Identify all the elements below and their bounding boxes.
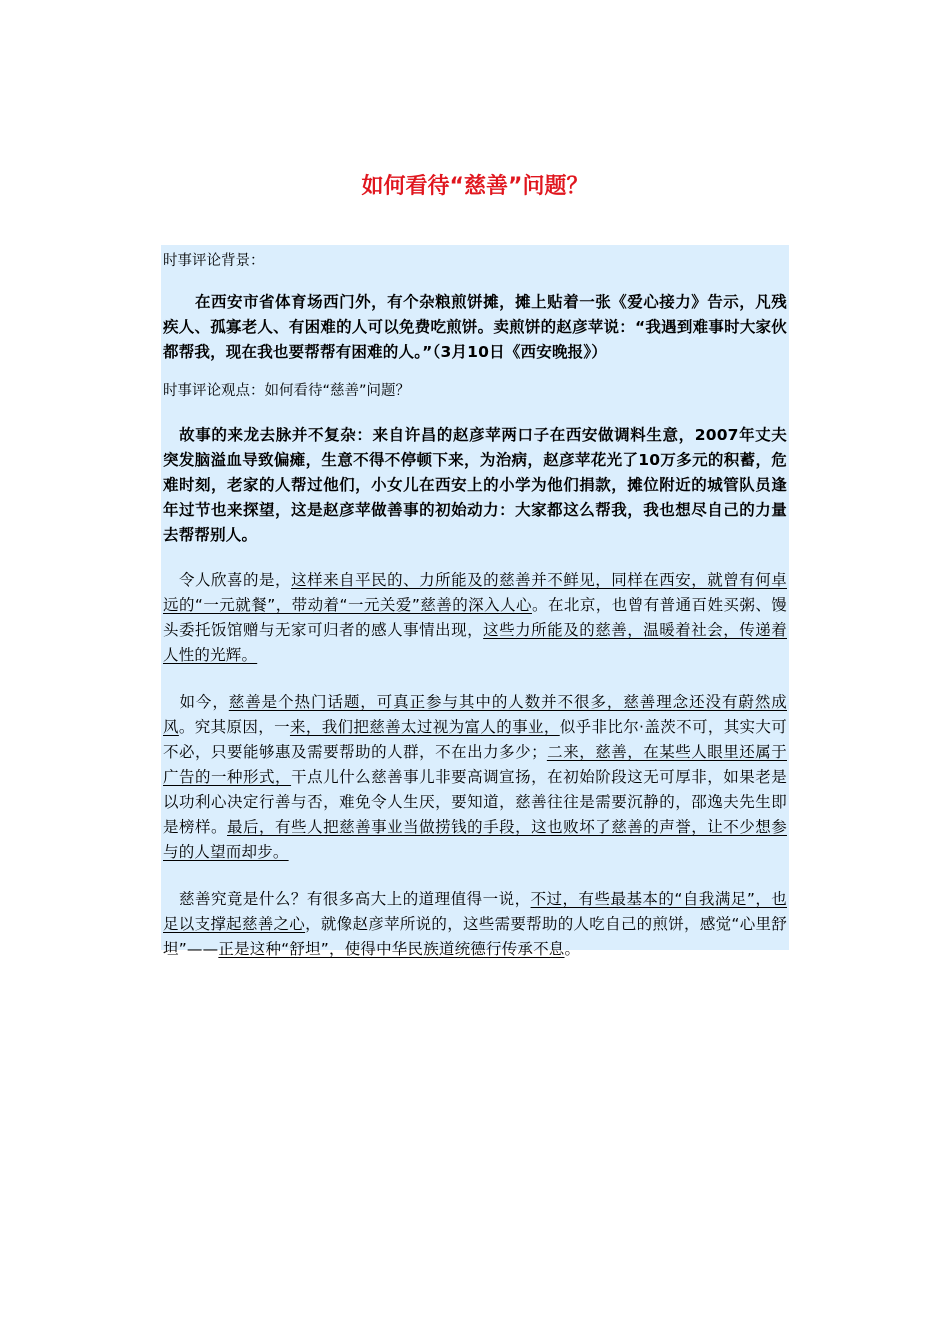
p3-text-e: 似乎非比尔·盖茨不可，其实大可不必，只要能够惠及需要帮助的人群，不在出力多少； — [163, 718, 787, 761]
p2-underlined-d: 这些力所能及的慈善，温暖着社会，传递着人性的光辉。 — [163, 621, 787, 664]
paragraph-reasons — [163, 690, 787, 865]
p3-text-c: 。究其原因，一 — [178, 718, 290, 736]
p2-text-a: 令人欣喜的是， — [179, 571, 292, 589]
background-label: 时事评论背景： — [163, 253, 265, 269]
p3-underlined-h: 最后，有些人把慈善事业当做捞钱的手段，这也败坏了慈善的声誉，让不少想参与的人望而却步。 — [163, 818, 787, 861]
p2-underlined-b: 这样来自平民的、力所能及的慈善并不鲜见，同样在西安，就曾有何卓远的“一元就餐”，带动着“一元关爱”慈善的深入人心 — [163, 571, 788, 614]
p4-text-e: 。 — [564, 940, 581, 958]
background-paragraph: 在西安市省体育场西门外，有个杂粮煎饼摊，摊上贴着一张《爱心接力》告示，凡残疾人、孤寡老人、有困难的人可以免费吃煎饼。卖煎饼的赵彦苹说：“我遇到难事时大家伙都帮我，现在我也要帮帮有困难的人。”（3月10日《西安晚报》） — [163, 293, 787, 361]
paragraph-story — [163, 423, 787, 548]
paragraph-grassroots — [163, 568, 787, 668]
p4-text-c: ，就像赵彦苹所说的，这些需要帮助的人吃自己的煎饼，感觉“心里舒坦”—— — [163, 915, 787, 958]
paragraph-conclusion — [163, 887, 787, 962]
p4-underlined-d: 正是这种“舒坦”，使得中华民族道统德行传承不息 — [218, 940, 565, 958]
p4-text-a: 慈善究竟是什么？有很多高大上的道理值得一说， — [178, 890, 531, 908]
commentary-box — [161, 245, 789, 958]
p3-underlined-d: 来，我们把慈善太过视为富人的事业， — [289, 718, 560, 736]
viewpoint-label: 时事评论观点：如何看待“慈善”问题？ — [163, 383, 411, 399]
p2-text-c: 。在北京，也曾有普通百姓买粥、馒头委托饭馆赠与无家可归者的感人事情出现， — [163, 596, 788, 639]
p3-underlined-b: 慈善是个热门话题，可真正参与其中的人数并不很多，慈善理念还没有蔚然成风 — [163, 693, 787, 736]
paragraph-story-text: 故事的来龙去脉并不复杂：来自许昌的赵彦苹两口子在西安做调料生意，2007年丈夫突发脑溢血导致偏瘫，生意不得不停顿下来，为治病，赵彦苹花光了10万多元的积蓄，危难时刻，老家的人帮过他们，小女儿在西安上的小学为他们捐款，摊位附近的城管队员逢年过节也来探望，这是赵彦苹做善事的初始动力：大家都这么帮我，我也想尽自己的力量去帮帮别人。 — [163, 426, 787, 544]
p3-text-g: 干点儿什么慈善事儿非要高调宣扬，在初始阶段这无可厚非，如果老是以功利心决定行善与否，难免令人生厌，要知道，慈善往往是需要沉静的，邵逸夫先生即是榜样。 — [163, 768, 787, 836]
p3-underlined-f: 二来，慈善，在某些人眼里还属于广告的一种形式， — [163, 743, 787, 786]
p4-underlined-b: 不过，有些最基本的“自我满足”，也足以支撑起慈善之心 — [163, 890, 788, 933]
p3-text-a: 如今， — [179, 693, 229, 711]
document-title: 如何看待“慈善”问题？ — [361, 174, 589, 199]
